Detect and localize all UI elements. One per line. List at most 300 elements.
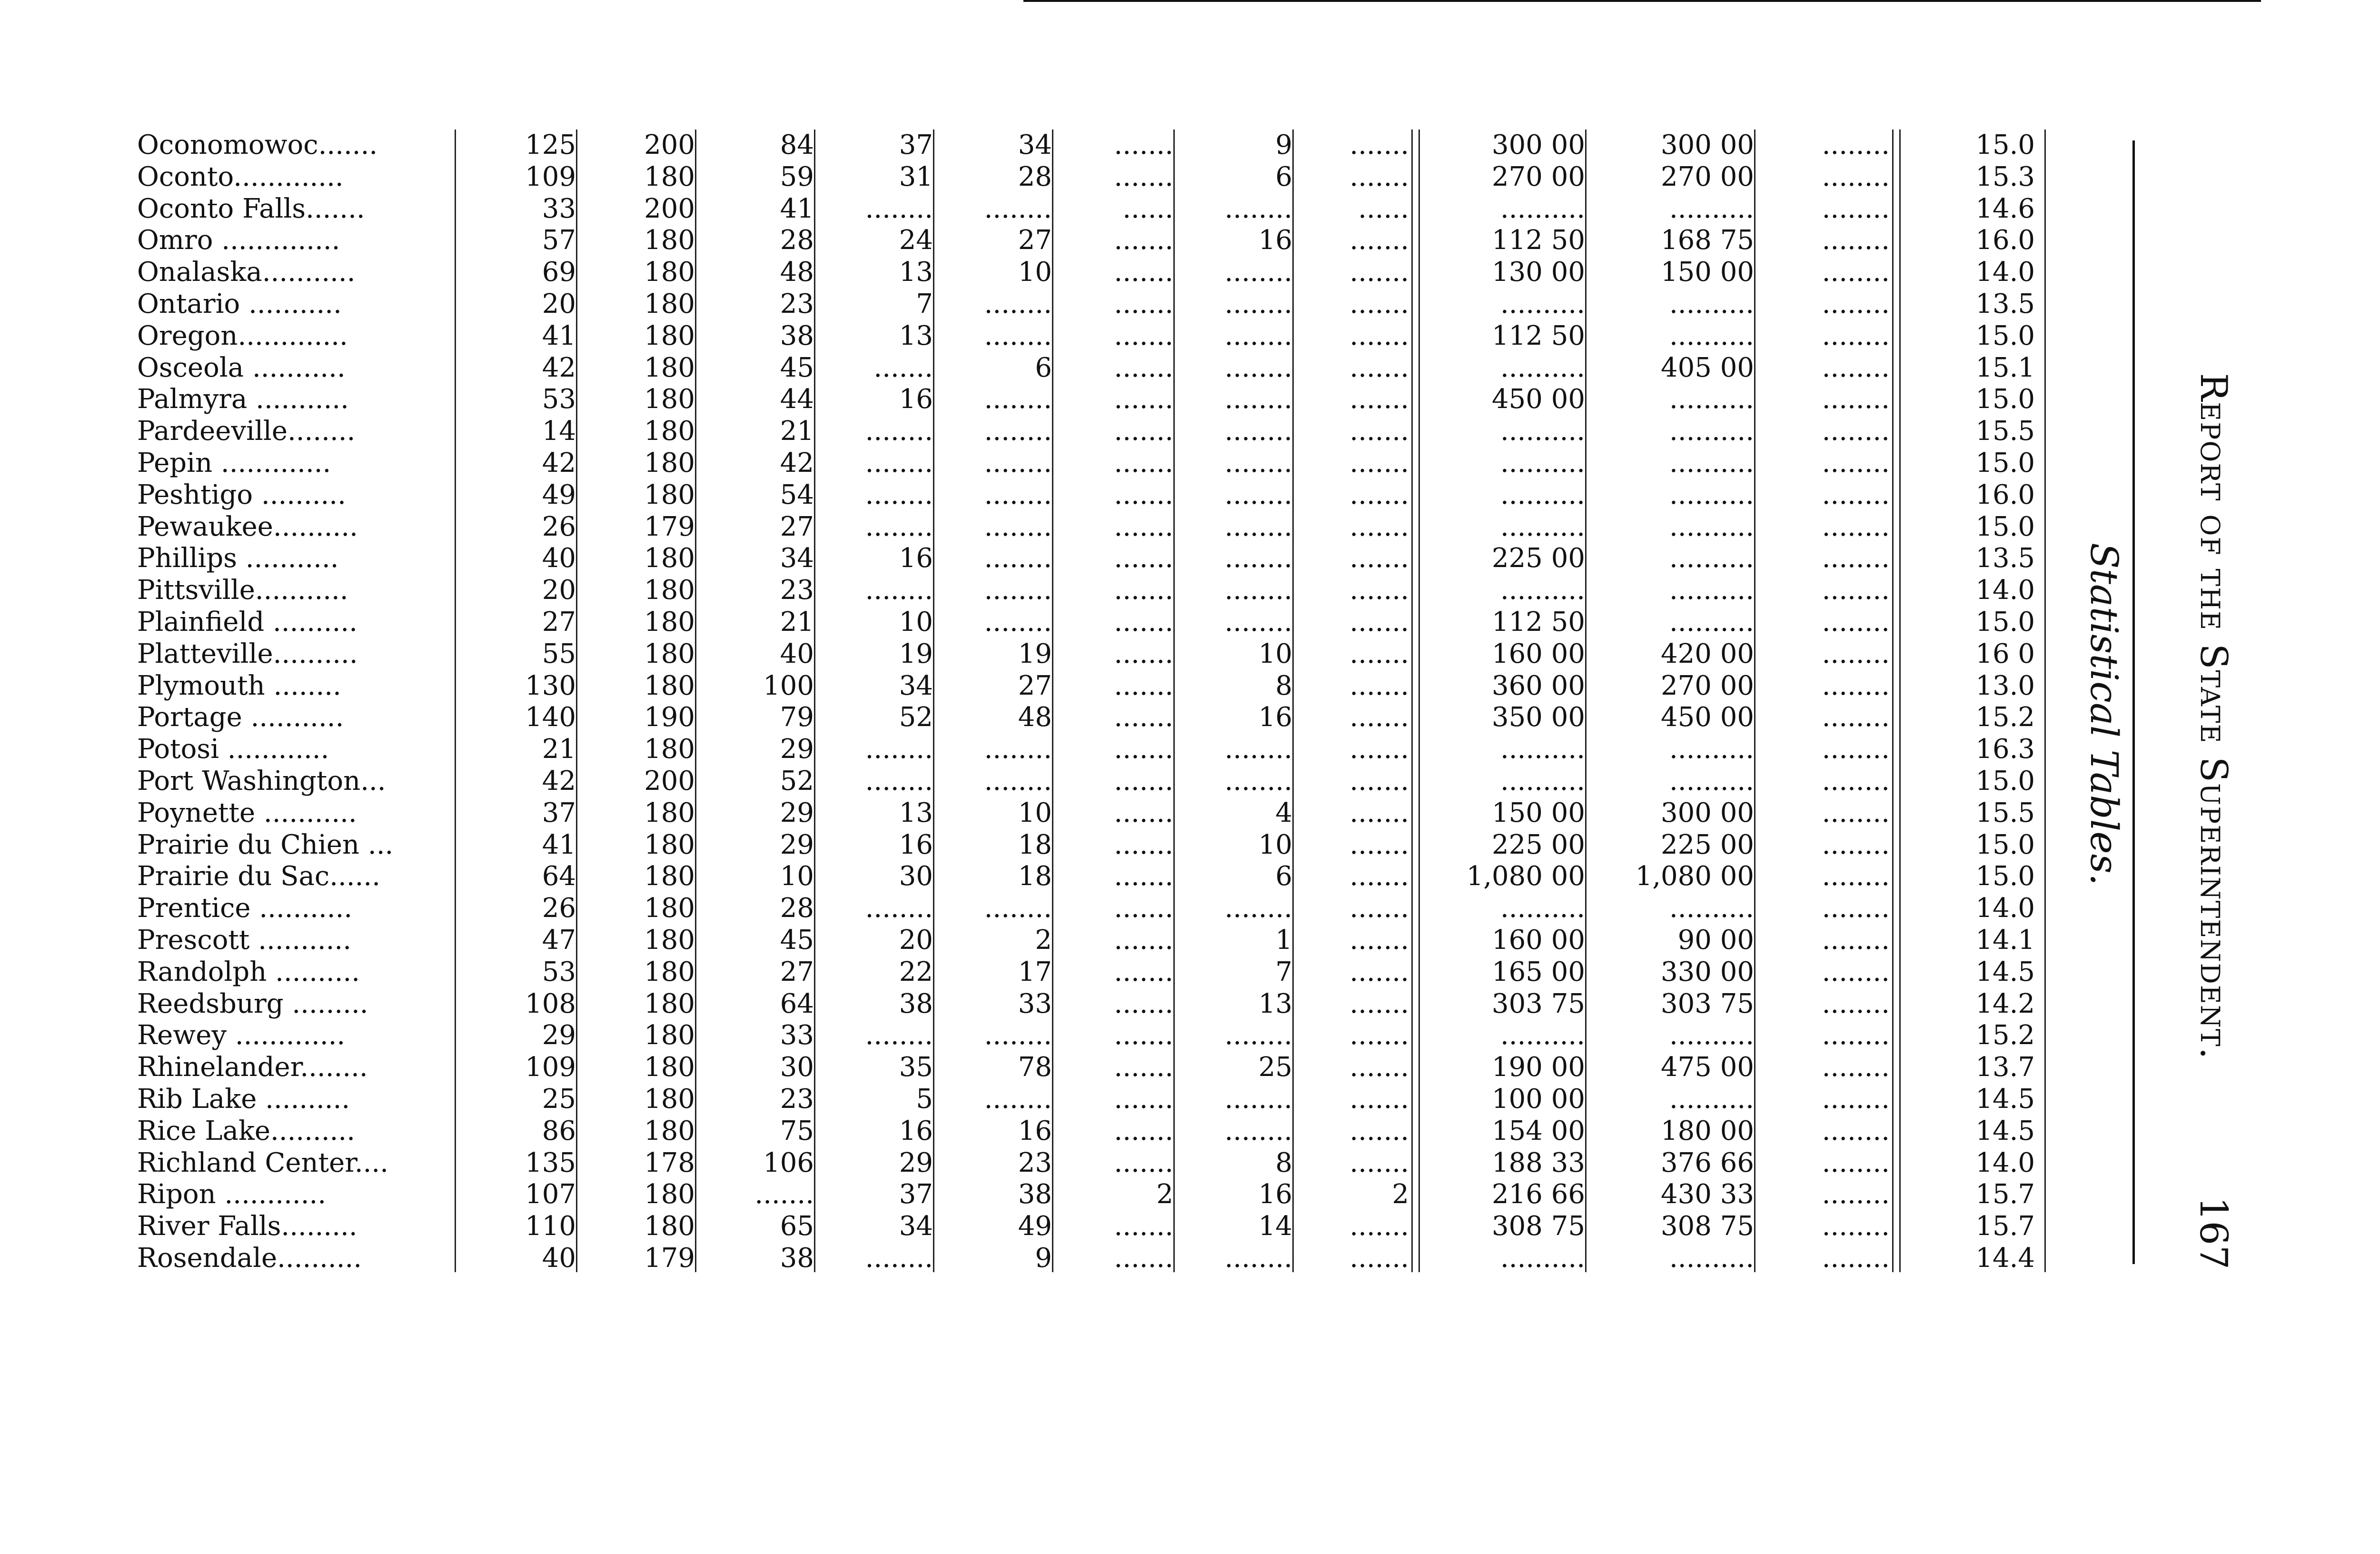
table-row xyxy=(0,956,2380,988)
column-rule xyxy=(1052,130,1053,1272)
table-row xyxy=(0,511,2380,543)
table-cell: ....... xyxy=(1114,479,1173,510)
table-cell: ........ xyxy=(984,1020,1052,1051)
table-cell: ....... xyxy=(1114,1084,1173,1115)
table-row xyxy=(0,257,2380,288)
table-cell: 180 xyxy=(644,670,695,701)
table-cell: ........ xyxy=(865,734,933,765)
table-cell: ........ xyxy=(1224,479,1292,510)
table-cell: 37 xyxy=(542,797,576,828)
table-cell: 14.5 xyxy=(1975,1084,2035,1115)
table-cell: ........ xyxy=(1822,925,1890,956)
table-row xyxy=(0,893,2380,924)
table-cell: 15.0 xyxy=(1975,607,2035,638)
table-cell: ....... xyxy=(1349,448,1409,478)
table-row xyxy=(0,702,2380,733)
table-cell: ........ xyxy=(1822,1243,1890,1274)
table-cell: 16.0 xyxy=(1975,479,2035,510)
table-cell: .......... xyxy=(1500,416,1585,447)
table-cell: 15.0 xyxy=(1975,384,2035,415)
table-cell: 200 xyxy=(644,130,695,160)
table-cell: ....... xyxy=(1349,988,1409,1019)
town-name: Pittsville........... xyxy=(137,575,348,606)
table-cell: 13.5 xyxy=(1975,289,2035,319)
table-cell: 34 xyxy=(1018,130,1052,160)
table-cell: 13.0 xyxy=(1975,670,2035,701)
table-cell: 10 xyxy=(1018,257,1052,288)
column-rule xyxy=(1173,130,1175,1272)
table-cell: 150 00 xyxy=(1492,797,1585,828)
table-cell: .......... xyxy=(1500,766,1585,797)
table-cell: 18 xyxy=(1018,829,1052,860)
table-row xyxy=(0,1084,2380,1115)
table-cell: 15.7 xyxy=(1975,1179,2035,1210)
table-cell: ....... xyxy=(1114,289,1173,319)
table-cell: 14.0 xyxy=(1975,893,2035,924)
table-cell: 2 xyxy=(1156,1179,1173,1210)
table-cell: 225 00 xyxy=(1492,543,1585,574)
table-cell: ........ xyxy=(1224,1243,1292,1274)
table-cell: 376 66 xyxy=(1661,1147,1754,1178)
table-cell: 112 50 xyxy=(1492,607,1585,638)
column-rule xyxy=(1411,130,1413,1272)
table-cell: ........ xyxy=(984,416,1052,447)
table-cell: ........ xyxy=(1822,702,1890,733)
table-cell: 154 00 xyxy=(1492,1115,1585,1146)
table-cell: ........ xyxy=(1822,861,1890,892)
table-cell: 15.0 xyxy=(1975,766,2035,797)
table-row xyxy=(0,1116,2380,1147)
town-name: Richland Center.... xyxy=(137,1147,389,1178)
table-cell: 31 xyxy=(899,161,933,192)
town-name: Rib Lake .......... xyxy=(137,1084,350,1115)
table-cell: ........ xyxy=(1822,829,1890,860)
table-cell: .......... xyxy=(1500,734,1585,765)
table-cell: 27 xyxy=(1018,670,1052,701)
table-cell: ....... xyxy=(1114,1115,1173,1146)
table-cell: 27 xyxy=(1018,225,1052,256)
table-cell: 21 xyxy=(542,734,576,765)
table-cell: .......... xyxy=(1500,448,1585,478)
table-cell: 17 xyxy=(1018,956,1052,987)
table-cell: .......... xyxy=(1669,511,1754,542)
town-name: Phillips ........... xyxy=(137,543,339,574)
column-rule xyxy=(1292,130,1294,1272)
table-cell: 300 00 xyxy=(1661,130,1754,160)
table-cell: 180 xyxy=(644,384,695,415)
table-cell: 180 xyxy=(644,638,695,669)
table-cell: ....... xyxy=(1114,702,1173,733)
table-cell: ....... xyxy=(1349,130,1409,160)
table-cell: .......... xyxy=(1500,575,1585,606)
table-cell: 21 xyxy=(780,416,814,447)
table-cell: .......... xyxy=(1669,320,1754,351)
table-cell: 168 75 xyxy=(1661,225,1754,256)
table-row xyxy=(0,925,2380,956)
table-cell: 180 xyxy=(644,320,695,351)
table-cell: ........ xyxy=(984,543,1052,574)
table-cell: 29 xyxy=(542,1020,576,1051)
table-cell: ........ xyxy=(1224,766,1292,797)
table-cell: 100 00 xyxy=(1492,1084,1585,1115)
table-cell: 179 xyxy=(644,511,695,542)
table-cell: 180 xyxy=(644,797,695,828)
table-cell: 180 xyxy=(644,161,695,192)
table-cell: ....... xyxy=(1349,161,1409,192)
table-cell: 7 xyxy=(1275,956,1292,987)
table-cell: 16 0 xyxy=(1975,638,2035,669)
table-cell: 15.0 xyxy=(1975,130,2035,160)
town-name: Prescott ........... xyxy=(137,925,352,956)
table-cell: ....... xyxy=(1114,1147,1173,1178)
table-cell: 38 xyxy=(1018,1179,1052,1210)
table-cell: ........ xyxy=(1224,257,1292,288)
table-cell: 40 xyxy=(542,1243,576,1274)
table-cell: ........ xyxy=(984,1084,1052,1115)
town-name: Osceola ........... xyxy=(137,352,346,383)
table-cell: 112 50 xyxy=(1492,225,1585,256)
table-cell: ........ xyxy=(1822,448,1890,478)
table-cell: 29 xyxy=(780,734,814,765)
table-row xyxy=(0,384,2380,415)
table-cell: 180 xyxy=(644,1020,695,1051)
table-cell: 180 xyxy=(644,1084,695,1115)
table-cell: 4 xyxy=(1275,797,1292,828)
table-cell: 405 00 xyxy=(1661,352,1754,383)
table-cell: ....... xyxy=(1114,638,1173,669)
table-cell: ........ xyxy=(865,193,933,224)
table-cell: .......... xyxy=(1500,893,1585,924)
section-title: Statistical Tables. xyxy=(2082,542,2126,886)
table-cell: 49 xyxy=(1018,1211,1052,1242)
table-cell: 165 00 xyxy=(1492,956,1585,987)
table-cell: 15.3 xyxy=(1975,161,2035,192)
table-cell: 14.0 xyxy=(1975,257,2035,288)
table-cell: ....... xyxy=(1114,384,1173,415)
table-cell: ........ xyxy=(865,575,933,606)
table-cell: 188 33 xyxy=(1492,1147,1585,1178)
table-cell: ....... xyxy=(1349,702,1409,733)
table-cell: 22 xyxy=(899,956,933,987)
table-cell: 8 xyxy=(1275,1147,1292,1178)
table-row xyxy=(0,1179,2380,1210)
table-cell: ....... xyxy=(1114,829,1173,860)
table-cell: ....... xyxy=(1349,543,1409,574)
table-cell: ........ xyxy=(1822,1115,1890,1146)
table-cell: 180 xyxy=(644,352,695,383)
table-cell: 27 xyxy=(780,511,814,542)
table-cell: 180 xyxy=(644,893,695,924)
table-cell: ........ xyxy=(1822,193,1890,224)
table-cell: 180 xyxy=(644,543,695,574)
table-row xyxy=(0,670,2380,702)
table-cell: 23 xyxy=(780,575,814,606)
table-cell: ....... xyxy=(1349,257,1409,288)
table-cell: ........ xyxy=(984,607,1052,638)
table-cell: ........ xyxy=(1224,384,1292,415)
table-cell: ....... xyxy=(1114,161,1173,192)
table-cell: 37 xyxy=(899,1179,933,1210)
town-name: Prentice ........... xyxy=(137,893,353,924)
table-row xyxy=(0,988,2380,1020)
table-cell: 16 xyxy=(899,829,933,860)
table-cell: ........ xyxy=(984,893,1052,924)
table-cell: 15.1 xyxy=(1975,352,2035,383)
table-cell: 190 xyxy=(644,702,695,733)
table-cell: 16 xyxy=(899,543,933,574)
table-cell: ....... xyxy=(1349,1115,1409,1146)
table-cell: 15.0 xyxy=(1975,829,2035,860)
table-cell: 64 xyxy=(542,861,576,892)
table-cell: .......... xyxy=(1500,479,1585,510)
table-cell: 15.7 xyxy=(1975,1211,2035,1242)
table-cell: ....... xyxy=(1114,988,1173,1019)
table-row xyxy=(0,607,2380,638)
table-cell: 2 xyxy=(1035,925,1052,956)
table-cell: 450 00 xyxy=(1492,384,1585,415)
table-cell: 13 xyxy=(899,797,933,828)
table-cell: ....... xyxy=(1114,320,1173,351)
column-rule xyxy=(814,130,815,1272)
table-cell: ....... xyxy=(1114,670,1173,701)
table-cell: 180 xyxy=(644,416,695,447)
table-cell: 18 xyxy=(1018,861,1052,892)
table-cell: .......... xyxy=(1500,289,1585,319)
table-cell: 6 xyxy=(1275,161,1292,192)
table-cell: ........ xyxy=(1224,448,1292,478)
table-cell: ....... xyxy=(1349,1147,1409,1178)
table-cell: 29 xyxy=(780,829,814,860)
table-cell: 420 00 xyxy=(1661,638,1754,669)
table-cell: ....... xyxy=(1349,575,1409,606)
table-cell: 106 xyxy=(763,1147,814,1178)
table-cell: ........ xyxy=(1224,575,1292,606)
table-cell: ........ xyxy=(1822,607,1890,638)
table-cell: 225 00 xyxy=(1492,829,1585,860)
table-cell: 26 xyxy=(542,893,576,924)
table-cell: ........ xyxy=(984,511,1052,542)
table-cell: ........ xyxy=(1822,638,1890,669)
table-cell: 350 00 xyxy=(1492,702,1585,733)
table-cell: 125 xyxy=(525,130,576,160)
table-cell: 79 xyxy=(780,702,814,733)
table-cell: 69 xyxy=(542,257,576,288)
table-cell: 90 00 xyxy=(1677,925,1754,956)
table-cell: ....... xyxy=(1114,893,1173,924)
table-cell: 34 xyxy=(899,1211,933,1242)
table-cell: 109 xyxy=(525,161,576,192)
table-cell: 135 xyxy=(525,1147,576,1178)
table-cell: 15.0 xyxy=(1975,320,2035,351)
table-cell: 180 xyxy=(644,479,695,510)
table-row xyxy=(0,193,2380,225)
table-row xyxy=(0,543,2380,574)
table-cell: 33 xyxy=(780,1020,814,1051)
table-cell: .......... xyxy=(1669,193,1754,224)
table-cell: .......... xyxy=(1669,734,1754,765)
table-cell: ........ xyxy=(1822,1179,1890,1210)
table-cell: 180 xyxy=(644,448,695,478)
table-cell: 300 00 xyxy=(1492,130,1585,160)
table-cell: ........ xyxy=(1822,479,1890,510)
table-cell: 64 xyxy=(780,988,814,1019)
column-rule xyxy=(1754,130,1755,1272)
table-cell: ........ xyxy=(865,1243,933,1274)
table-cell: 1,080 00 xyxy=(1635,861,1754,892)
table-row xyxy=(0,1020,2380,1051)
town-name: Onalaska........... xyxy=(137,257,356,288)
table-cell: ........ xyxy=(1822,161,1890,192)
table-cell: ....... xyxy=(1114,1243,1173,1274)
table-cell: 19 xyxy=(899,638,933,669)
table-cell: 27 xyxy=(542,607,576,638)
table-cell: 108 xyxy=(525,988,576,1019)
table-cell: 16 xyxy=(1258,225,1292,256)
table-cell: 16 xyxy=(1258,702,1292,733)
table-cell: 15.5 xyxy=(1975,797,2035,828)
table-cell: 14 xyxy=(1258,1211,1292,1242)
table-row xyxy=(0,575,2380,606)
table-cell: 42 xyxy=(542,766,576,797)
town-name: Oregon............. xyxy=(137,320,348,351)
table-cell: 200 xyxy=(644,193,695,224)
table-cell: 14.5 xyxy=(1975,956,2035,987)
town-name: Plymouth ........ xyxy=(137,670,341,701)
table-cell: 45 xyxy=(780,352,814,383)
table-cell: 180 xyxy=(644,1052,695,1083)
table-cell: 180 xyxy=(644,1115,695,1146)
table-cell: 112 50 xyxy=(1492,320,1585,351)
table-cell: ....... xyxy=(1114,448,1173,478)
table-cell: ....... xyxy=(1114,416,1173,447)
table-cell: ....... xyxy=(1349,797,1409,828)
table-cell: ....... xyxy=(873,352,933,383)
table-cell: 180 00 xyxy=(1661,1115,1754,1146)
table-cell: .......... xyxy=(1669,607,1754,638)
table-cell: 430 33 xyxy=(1661,1179,1754,1210)
table-cell: 15.0 xyxy=(1975,448,2035,478)
table-cell: 150 00 xyxy=(1661,257,1754,288)
table-row xyxy=(0,861,2380,892)
table-cell: ....... xyxy=(1349,766,1409,797)
table-cell: 16 xyxy=(1018,1115,1052,1146)
town-name: Pardeeville........ xyxy=(137,416,356,447)
table-cell: ....... xyxy=(1349,1084,1409,1115)
table-cell: 57 xyxy=(542,225,576,256)
table-cell: 42 xyxy=(780,448,814,478)
town-name: River Falls......... xyxy=(137,1211,357,1242)
table-cell: .......... xyxy=(1500,193,1585,224)
table-cell: 180 xyxy=(644,289,695,319)
table-cell: 180 xyxy=(644,1211,695,1242)
table-cell: 55 xyxy=(542,638,576,669)
header-rule xyxy=(2132,140,2135,1264)
table-cell: ........ xyxy=(865,1020,933,1051)
table-cell: ....... xyxy=(1114,352,1173,383)
table-row xyxy=(0,1052,2380,1083)
table-cell: ....... xyxy=(1349,670,1409,701)
table-cell: 16.3 xyxy=(1975,734,2035,765)
table-cell: ........ xyxy=(1822,766,1890,797)
town-name: Reedsburg ......... xyxy=(137,988,368,1019)
table-cell: 180 xyxy=(644,575,695,606)
table-cell: ....... xyxy=(1114,225,1173,256)
table-cell: ........ xyxy=(1822,1211,1890,1242)
table-cell: 216 66 xyxy=(1492,1179,1585,1210)
table-cell: ........ xyxy=(1224,1115,1292,1146)
table-cell: 10 xyxy=(1018,797,1052,828)
table-cell: 41 xyxy=(542,829,576,860)
table-cell: 15.0 xyxy=(1975,861,2035,892)
table-cell: 15.2 xyxy=(1975,702,2035,733)
table-cell: ........ xyxy=(1822,320,1890,351)
table-cell: ........ xyxy=(1822,384,1890,415)
town-name: Oconto............. xyxy=(137,161,344,192)
table-cell: 45 xyxy=(780,925,814,956)
table-cell: ....... xyxy=(1114,766,1173,797)
table-cell: 110 xyxy=(525,1211,576,1242)
table-cell: 1,080 00 xyxy=(1466,861,1585,892)
table-cell: 15.0 xyxy=(1975,511,2035,542)
table-cell: 75 xyxy=(780,1115,814,1146)
table-row xyxy=(0,1147,2380,1179)
table-cell: ....... xyxy=(1349,829,1409,860)
table-cell: 34 xyxy=(899,670,933,701)
table-cell: 40 xyxy=(780,638,814,669)
table-cell: 78 xyxy=(1018,1052,1052,1083)
table-cell: ........ xyxy=(1822,575,1890,606)
column-rule xyxy=(1585,130,1587,1272)
table-cell: ....... xyxy=(1114,607,1173,638)
table-cell: ....... xyxy=(1114,925,1173,956)
table-cell: ....... xyxy=(1114,797,1173,828)
table-cell: .......... xyxy=(1500,352,1585,383)
table-cell: 28 xyxy=(780,893,814,924)
table-cell: 10 xyxy=(1258,638,1292,669)
table-cell: .......... xyxy=(1500,1020,1585,1051)
table-cell: 24 xyxy=(899,225,933,256)
table-cell: 200 xyxy=(644,766,695,797)
page-number: 167 xyxy=(2192,1196,2236,1270)
table-cell: ........ xyxy=(1822,893,1890,924)
table-cell: 270 00 xyxy=(1661,670,1754,701)
table-cell: 53 xyxy=(542,956,576,987)
table-cell: 14.0 xyxy=(1975,1147,2035,1178)
table-cell: 49 xyxy=(542,479,576,510)
table-row xyxy=(0,797,2380,829)
table-cell: 5 xyxy=(916,1084,933,1115)
table-cell: 180 xyxy=(644,925,695,956)
table-cell: ........ xyxy=(1822,130,1890,160)
table-cell: 179 xyxy=(644,1243,695,1274)
table-cell: ....... xyxy=(1114,543,1173,574)
table-cell: 52 xyxy=(780,766,814,797)
table-cell: ....... xyxy=(754,1179,814,1210)
table-row xyxy=(0,448,2380,479)
table-cell: ....... xyxy=(1114,956,1173,987)
table-cell: 16 xyxy=(899,1115,933,1146)
table-cell: 180 xyxy=(644,1179,695,1210)
table-cell: .......... xyxy=(1669,1084,1754,1115)
table-cell: 42 xyxy=(542,352,576,383)
page-top-edge xyxy=(1023,0,2261,2)
table-cell: ........ xyxy=(1822,257,1890,288)
table-cell: .......... xyxy=(1669,766,1754,797)
table-cell: 300 00 xyxy=(1661,797,1754,828)
table-cell: ....... xyxy=(1349,320,1409,351)
table-cell: .......... xyxy=(1669,575,1754,606)
table-cell: 23 xyxy=(780,1084,814,1115)
